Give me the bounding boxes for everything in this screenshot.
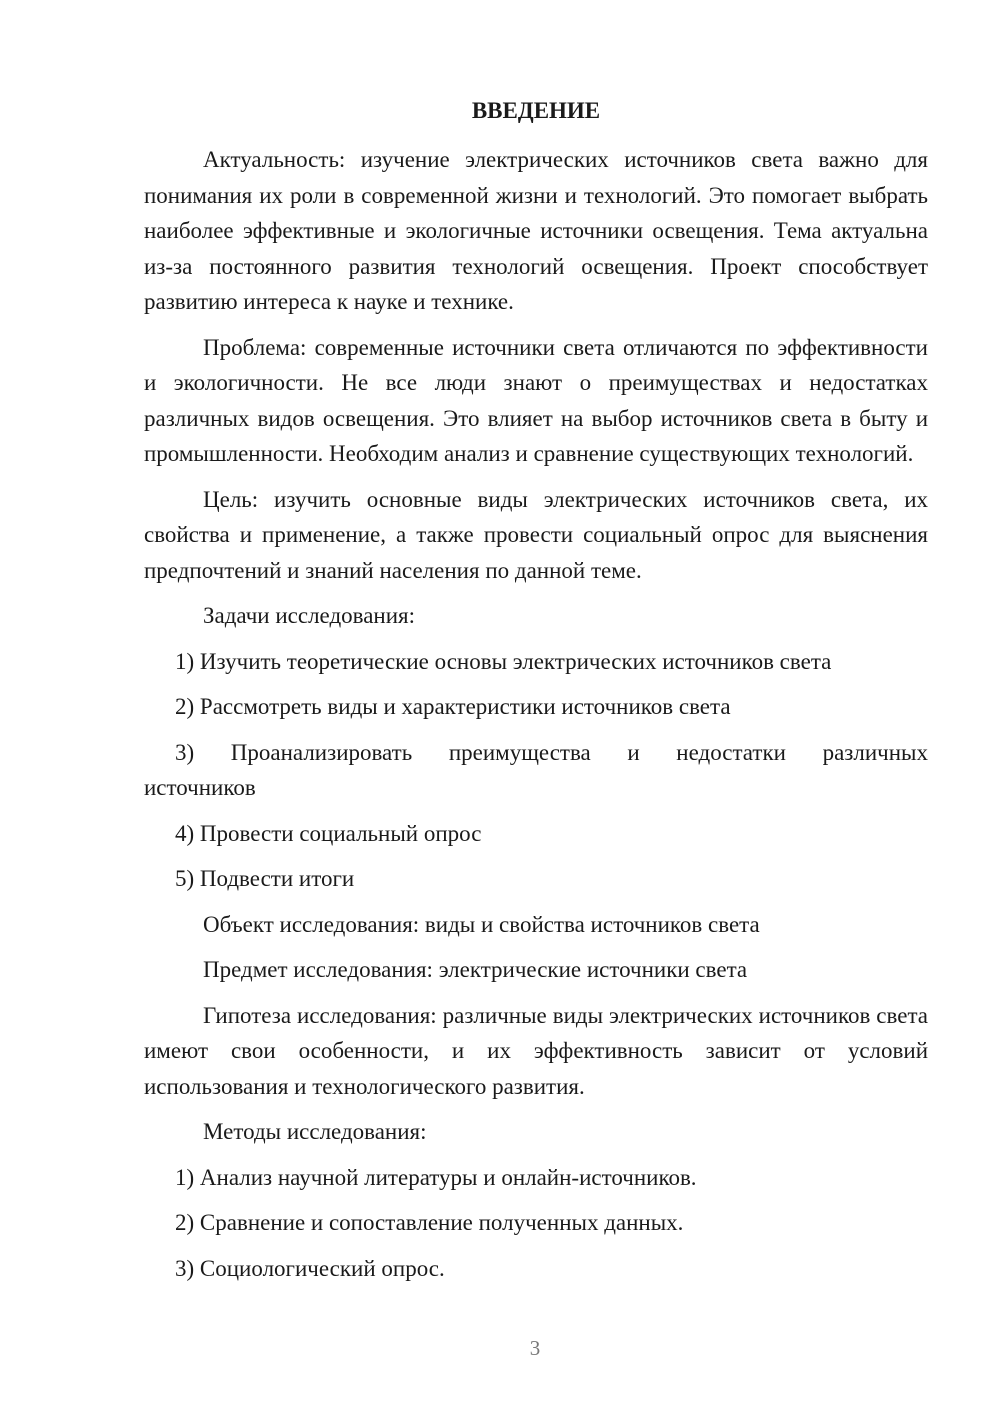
- document-page: [144, 96, 928, 1286]
- task-item: 3) Проанализировать преимущества и недостатки различных источников: [144, 739, 928, 800]
- tasks-heading: Задачи исследования:: [203, 603, 416, 628]
- goal-paragraph: Цель: изучить основные виды электрических источников света, их свойства и применение, а также провести социальный опрос для выяснения предпочтений и знаний населения по данной теме.: [144, 486, 928, 583]
- problem-paragraph: Проблема: современные источники света отличаются по эффективности и экологичности. Не все люди знают о преимуществах и недостатках различных видов освещения. Это влияет на выбор источников света в быту и промышленности. Необходим анализ и сравнение существующих технологий.: [144, 334, 928, 466]
- page-number: 3: [529, 1336, 541, 1360]
- relevance-paragraph: Актуальность: изучение электрических источников света важно для понимания их роли в современной жизни и технологий. Это помогает выбрать наиболее эффективные и экологичные источники освещения. Тема актуальна из-за постоянного развития технологий освещения. Проект способствует развитию интереса к науке и технике.: [144, 147, 928, 314]
- method-item: 1) Анализ научной литературы и онлайн-источников.: [175, 1164, 697, 1190]
- subject-paragraph: Предмет исследования: электрические источники света: [203, 957, 748, 982]
- document-title: ВВЕДЕНИЕ: [471, 98, 601, 123]
- method-item: 2) Сравнение и сопоставление полученных данных.: [175, 1210, 684, 1235]
- task-item: 1) Изучить теоретические основы электрических источников света: [175, 648, 832, 674]
- object-paragraph: Объект исследования: виды и свойства источников света: [203, 911, 760, 937]
- task-item: 4) Провести социальный опрос: [175, 820, 482, 846]
- methods-heading: Методы исследования:: [203, 1119, 427, 1144]
- task-item: 2) Рассмотреть виды и характеристики источников света: [175, 694, 731, 719]
- hypothesis-paragraph: Гипотеза исследования: различные виды электрических источников света имеют свои особенности, и их эффективность зависит от условий использования и технологического развития.: [144, 1002, 928, 1099]
- method-item: 3) Социологический опрос.: [175, 1255, 445, 1281]
- tasks-list: [144, 644, 928, 897]
- methods-list: [144, 1160, 928, 1287]
- task-item: 5) Подвести итоги: [175, 866, 355, 891]
